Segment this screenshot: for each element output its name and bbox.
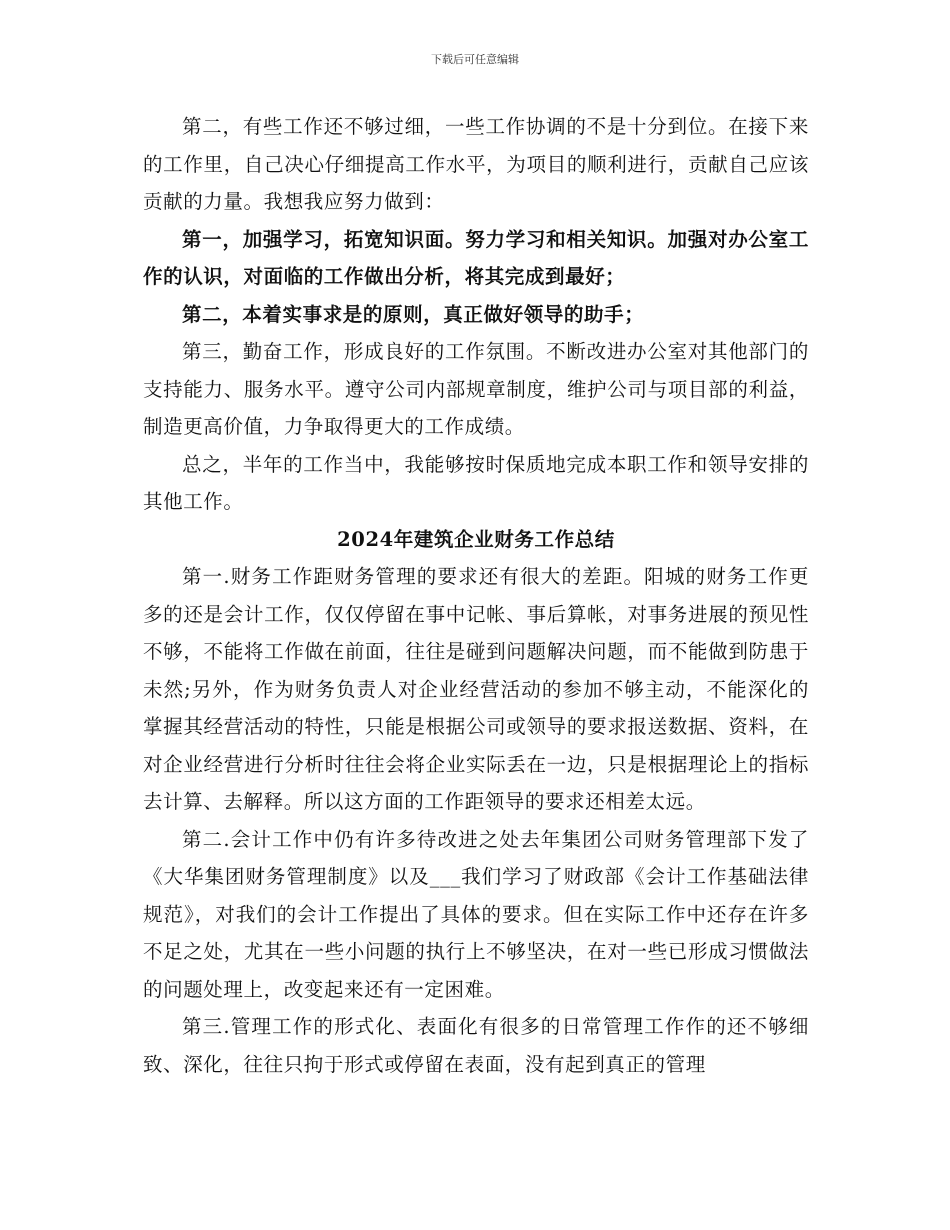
paragraph-finance-third: 第三.管理工作的形式化、表面化有很多的日常管理工作作的还不够细致、深化，往往只拘于形式或停留在表面，没有起到真正的管理 (143, 1015, 809, 1076)
paragraph-finance-first: 第一.财务工作距财务管理的要求还有很大的差距。阳城的财务工作更多的还是会计工作，仅仅停留在事中记帐、事后算帐，对事务进展的预见性不够，不能将工作做在前面，往往是碰到问题解决问题，而不能做到防患于未然;另外，作为财务负责人对企业经营活动的参加不够主动，不能深化的掌握其经营活动的特性，只能是根据公司或领导的要求报送数据、资料，在对企业经营进行分析时往往会将企业实际丢在一边，只是根据理论上的指标去计算、去解释。所以这方面的工作距领导的要求还相差太远。 (143, 565, 809, 813)
page-header: 下载后可任意编辑 (431, 53, 519, 66)
paragraph-finance-second: 第二.会计工作中仍有许多待改进之处去年集团公司财务管理部下发了《大华集团财务管理制度》以及___我们学习了财政部《会计工作基础法律规范》，对我们的会计工作提出了具体的要求。但在实际工作中还存在许多不足之处，尤其在一些小问题的执行上不够坚决，在对一些已形成习惯做法的问题处理上，改变起来还有一定困难。 (143, 827, 809, 1001)
section-title: 2024年建筑企业财务工作总结 (337, 527, 615, 551)
paragraph-second-issue: 第二，有些工作还不够过细，一些工作协调的不是十分到位。在接下来的工作里，自己决心仔细提高工作水平，为项目的顺利进行，贡献自己应该贡献的力量。我想我应努力做到： (143, 115, 809, 213)
paragraph-conclusion: 总之，半年的工作当中，我能够按时保质地完成本职工作和领导安排的其他工作。 (143, 452, 809, 513)
document-body (143, 108, 809, 1083)
paragraph-goal-assistant: 第二，本着实事求是的原则，真正做好领导的助手； (182, 302, 645, 326)
paragraph-goal-work: 第三，勤奋工作，形成良好的工作氛围。不断改进办公室对其他部门的支持能力、服务水平。遵守公司内部规章制度，维护公司与项目部的利益，制造更高价值，力争取得更大的工作成绩。 (143, 340, 809, 438)
paragraph-goal-study: 第一，加强学习，拓宽知识面。努力学习和相关知识。加强对办公室工作的认识，对面临的工作做出分析，将其完成到最好； (143, 227, 809, 288)
